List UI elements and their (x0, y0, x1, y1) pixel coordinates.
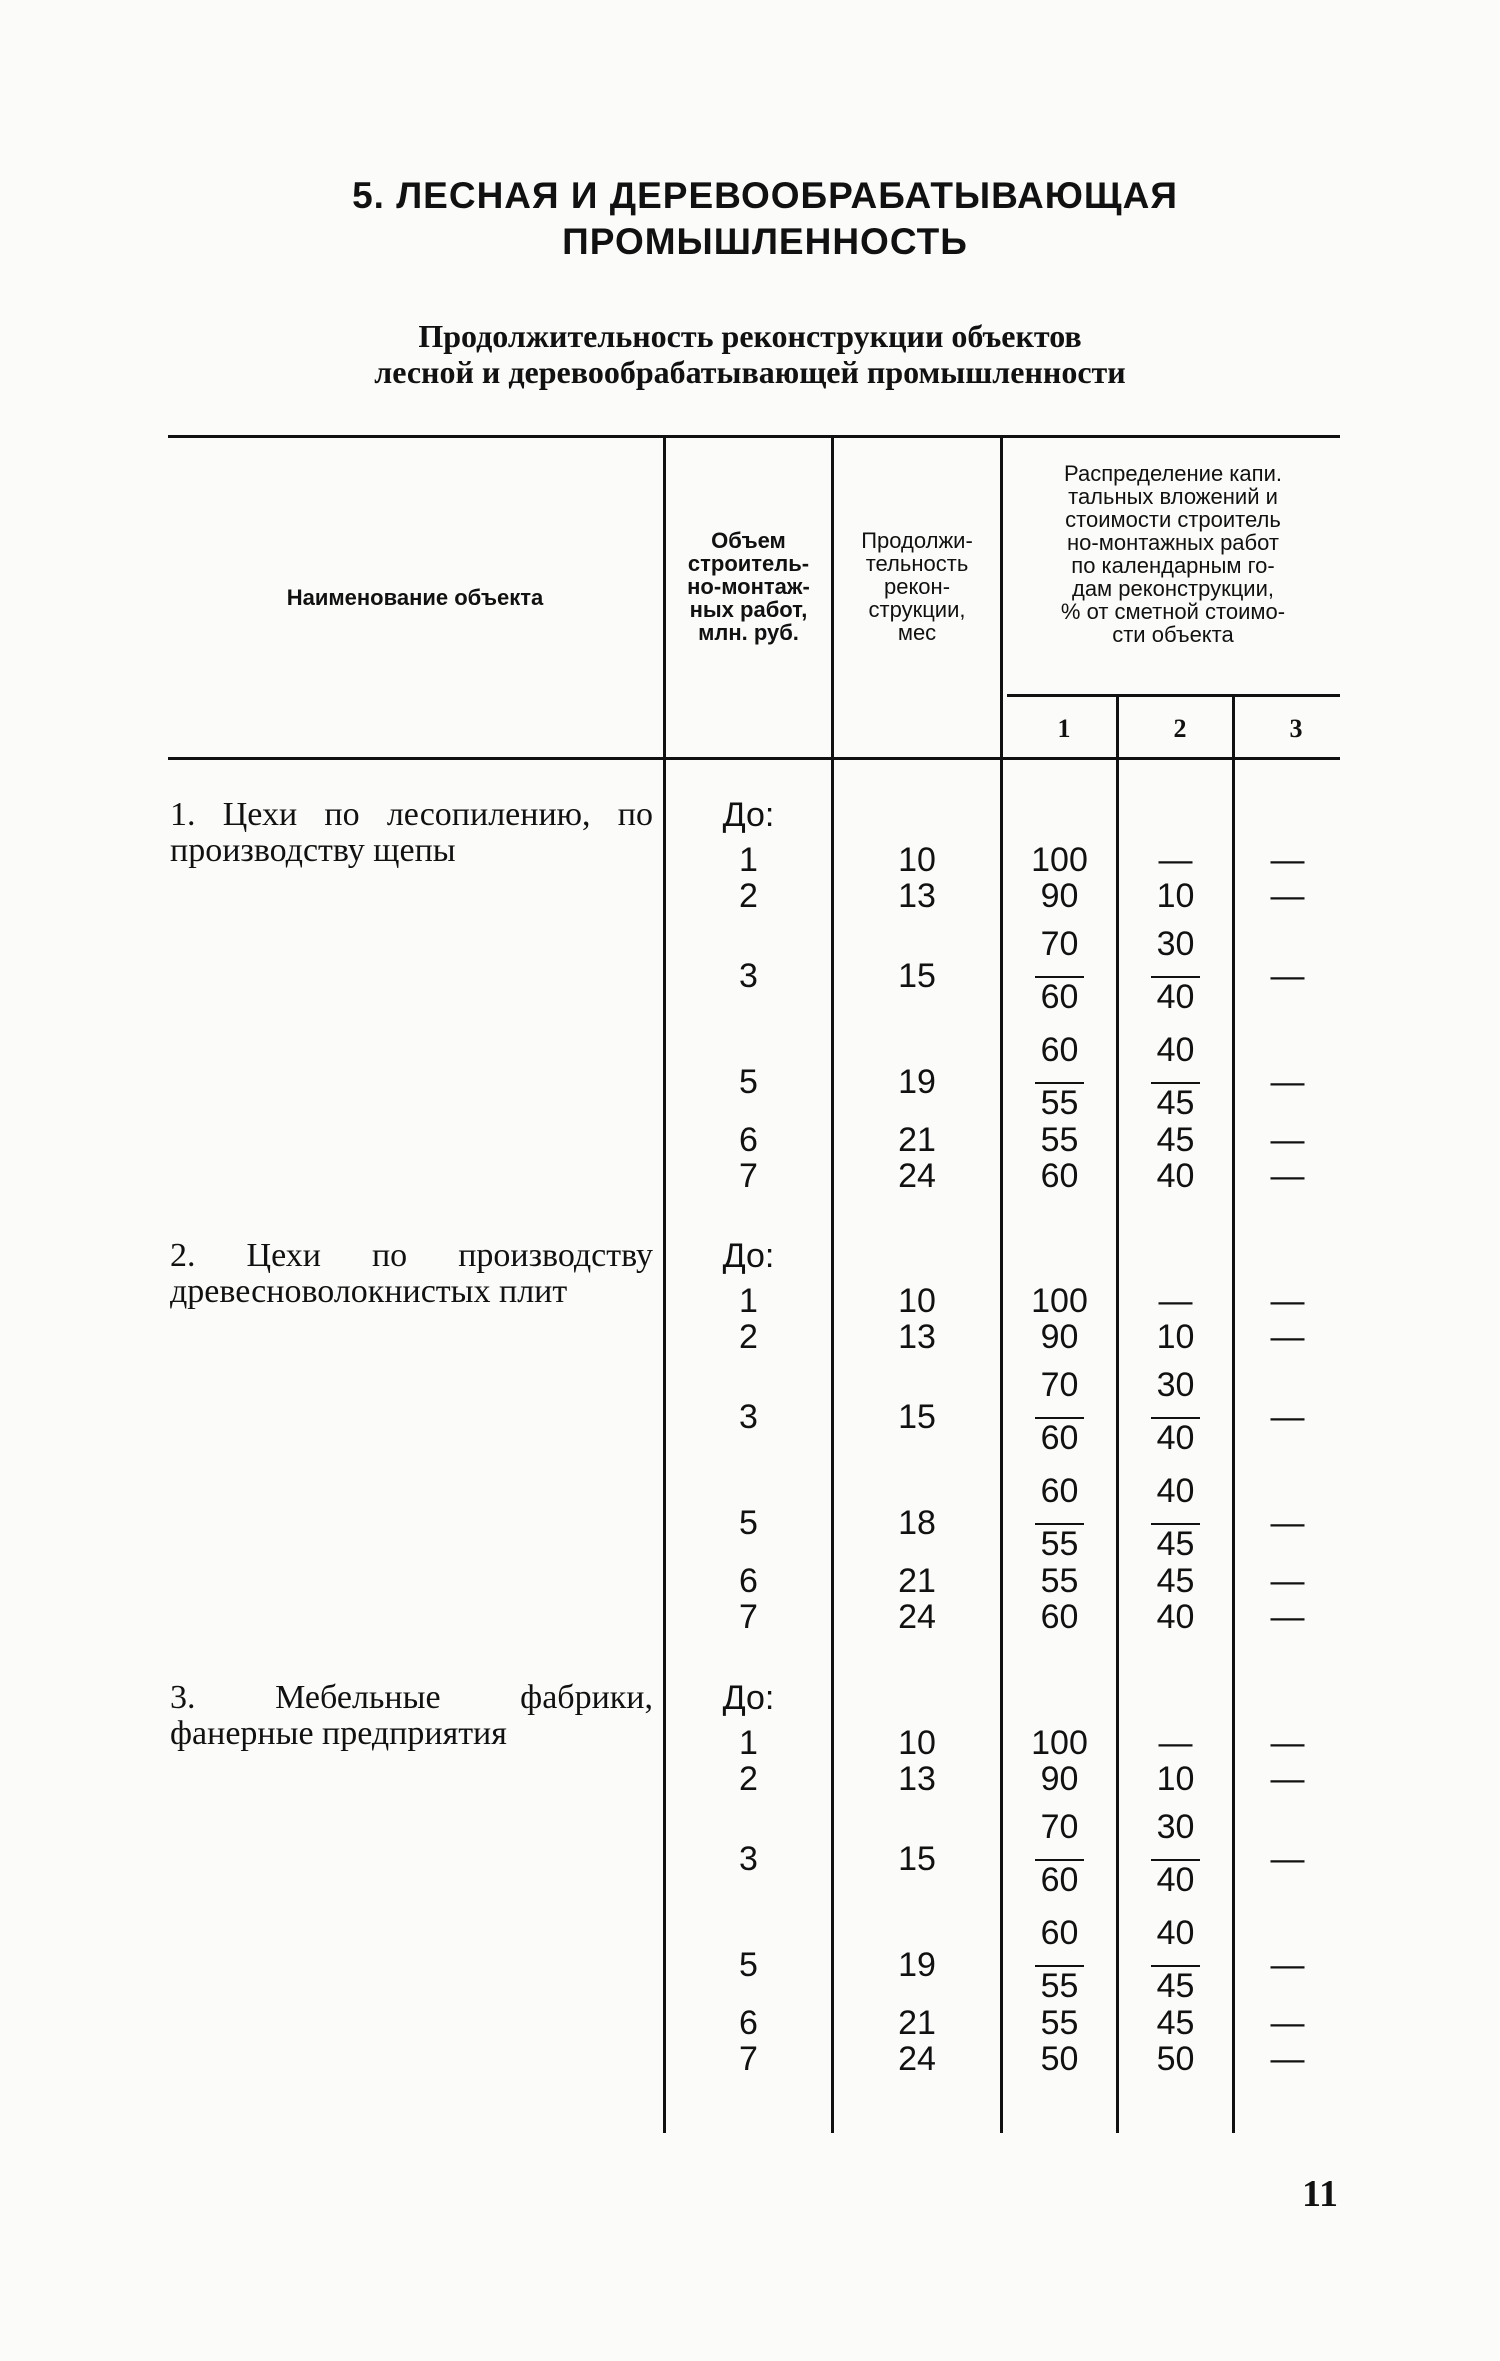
header-volume (666, 529, 831, 644)
duration-value: 19 (898, 1063, 936, 1101)
duration-value: 10 (898, 841, 936, 879)
volume-value: 6 (739, 2004, 758, 2042)
year1-fraction (1003, 1914, 1116, 2014)
year2-fraction-numerator: 40 (1156, 1472, 1195, 1510)
year3-value: — (1270, 1157, 1305, 1195)
header-year-1: 1 (1057, 714, 1071, 743)
header-duration (834, 529, 1000, 644)
year2-value: 10 (1156, 877, 1195, 915)
year2-value: 50 (1156, 2040, 1195, 2078)
year2-value: — (1158, 841, 1193, 879)
year2-fraction (1119, 1808, 1232, 1908)
header-duration-line: тельность (865, 551, 969, 576)
year2-value: 40 (1156, 1157, 1195, 1195)
year3-value: — (1270, 1121, 1305, 1159)
volume-value: 3 (739, 957, 758, 995)
duration-value: 21 (898, 1121, 936, 1159)
header-volume-line: строитель- (687, 551, 810, 576)
year1-fraction-numerator: 60 (1040, 1031, 1079, 1069)
year3-value: — (1270, 1318, 1305, 1356)
year2-value: 45 (1156, 1562, 1195, 1600)
page-title-line1: 5. ЛЕСНАЯ И ДЕРЕВООБРАБАТЫВАЮЩАЯ (352, 175, 1178, 216)
year1-fraction-denominator: 55 (1040, 1084, 1079, 1122)
year1-value: 55 (1040, 2004, 1079, 2042)
year2-value: 45 (1156, 1121, 1195, 1159)
years-rule (1007, 694, 1340, 697)
year1-value: 50 (1040, 2040, 1079, 2078)
year1-fraction (1003, 1472, 1116, 1572)
year1-fraction-denominator: 55 (1040, 1525, 1079, 1563)
volume-value: 3 (739, 1840, 758, 1878)
year2-fraction-denominator: 40 (1156, 1419, 1195, 1457)
year2-fraction-denominator: 45 (1156, 1525, 1195, 1563)
header-volume-line: ных работ, (689, 597, 808, 622)
table-caption-line1: Продолжительность реконструкции объектов (418, 318, 1082, 354)
header-object-name: Наименование объекта (286, 585, 544, 610)
year1-fraction (1003, 1366, 1116, 1466)
volume-value: 1 (739, 1282, 758, 1320)
year1-fraction-numerator: 70 (1040, 1366, 1079, 1404)
section-title: 1. Цехи по лесопилению, по производству щепы (170, 796, 653, 869)
year2-fraction-numerator: 30 (1156, 1808, 1195, 1846)
year2-fraction (1119, 1914, 1232, 2014)
header-volume-line: но-монтаж- (687, 574, 810, 599)
year1-value: 100 (1031, 1724, 1088, 1762)
year1-value: 55 (1040, 1121, 1079, 1159)
year2-fraction-numerator: 40 (1156, 1914, 1195, 1952)
duration-value: 10 (898, 1282, 936, 1320)
duration-value: 15 (898, 1398, 936, 1436)
year1-value: 55 (1040, 1562, 1079, 1600)
duration-value: 21 (898, 1562, 936, 1600)
year3-value: — (1270, 2004, 1305, 2042)
header-duration-line: рекон- (883, 574, 951, 599)
year1-fraction-numerator: 70 (1040, 1808, 1079, 1846)
year2-fraction-numerator: 30 (1156, 1366, 1195, 1404)
header-volume-line: Объем (711, 528, 786, 553)
page-title-line2: ПРОМЫШЛЕННОСТЬ (562, 221, 968, 262)
year1-fraction (1003, 1031, 1116, 1131)
volume-value: 5 (739, 1063, 758, 1101)
year2-fraction (1119, 1472, 1232, 1572)
volume-value: 7 (739, 1598, 758, 1636)
year3-value: — (1270, 1398, 1305, 1436)
year2-value: — (1158, 1282, 1193, 1320)
table-caption-line2: лесной и деревообрабатывающей промышленности (374, 354, 1126, 390)
year2-fraction-numerator: 30 (1156, 925, 1195, 963)
volume-value: 7 (739, 2040, 758, 2078)
year2-fraction (1119, 1366, 1232, 1466)
header-distribution-line: по календарным го- (1071, 553, 1275, 578)
year2-fraction-denominator: 40 (1156, 1861, 1195, 1899)
volume-value: 6 (739, 1121, 758, 1159)
year2-fraction-numerator: 40 (1156, 1031, 1195, 1069)
year3-value: — (1270, 1282, 1305, 1320)
duration-value: 24 (898, 1598, 936, 1636)
duration-value: 19 (898, 1946, 936, 1984)
year2-fraction-denominator: 40 (1156, 978, 1195, 1016)
year1-fraction-denominator: 60 (1040, 978, 1079, 1016)
volume-value: 2 (739, 1318, 758, 1356)
header-volume-line: млн. руб. (698, 620, 799, 645)
year2-value: 10 (1156, 1760, 1195, 1798)
duration-value: 10 (898, 1724, 936, 1762)
duration-value: 15 (898, 1840, 936, 1878)
year1-value: 100 (1031, 841, 1088, 879)
year1-value: 60 (1040, 1157, 1079, 1195)
year3-value: — (1270, 1946, 1305, 1984)
year1-fraction-denominator: 60 (1040, 1861, 1079, 1899)
year2-value: 10 (1156, 1318, 1195, 1356)
year1-fraction-denominator: 60 (1040, 1419, 1079, 1457)
year3-value: — (1270, 877, 1305, 915)
year3-value: — (1270, 957, 1305, 995)
year3-value: — (1270, 1724, 1305, 1762)
year1-value: 100 (1031, 1282, 1088, 1320)
volume-value: 2 (739, 877, 758, 915)
table-top-rule (168, 435, 1340, 438)
page-number: 11 (1302, 2173, 1338, 2215)
year2-fraction-denominator: 45 (1156, 1967, 1195, 2005)
year1-value: 90 (1040, 1318, 1079, 1356)
header-distribution-line: тальных вложений и (1068, 484, 1278, 509)
upto-label: До: (722, 1237, 775, 1275)
year1-fraction-numerator: 60 (1040, 1472, 1079, 1510)
upto-label: До: (722, 796, 775, 834)
year1-fraction-numerator: 70 (1040, 925, 1079, 963)
year2-fraction-denominator: 45 (1156, 1084, 1195, 1122)
volume-value: 1 (739, 1724, 758, 1762)
volume-value: 5 (739, 1946, 758, 1984)
header-distribution-line: стоимости строитель (1065, 507, 1281, 532)
duration-value: 24 (898, 1157, 936, 1195)
volume-value: 5 (739, 1504, 758, 1542)
header-duration-line: Продолжи- (861, 528, 973, 553)
year2-fraction (1119, 925, 1232, 1025)
volume-value: 6 (739, 1562, 758, 1600)
header-year-3: 3 (1289, 714, 1303, 743)
header-duration-line: мес (897, 620, 937, 645)
year1-fraction (1003, 1808, 1116, 1908)
year1-fraction-numerator: 60 (1040, 1914, 1079, 1952)
year3-value: — (1270, 2040, 1305, 2078)
year3-value: — (1270, 1562, 1305, 1600)
duration-value: 15 (898, 957, 936, 995)
section-title: 3. Мебельные фабрики, фанерные предприятия (170, 1679, 653, 1752)
section-title: 2. Цехи по производству древесноволокнистых плит (170, 1237, 653, 1310)
header-distribution-line: сти объекта (1112, 622, 1234, 647)
header-distribution-line: дам реконструкции, (1071, 576, 1275, 601)
year3-value: — (1270, 1760, 1305, 1798)
duration-value: 13 (898, 877, 936, 915)
volume-value: 7 (739, 1157, 758, 1195)
year3-value: — (1270, 1504, 1305, 1542)
header-distribution-line: % от сметной стоимо- (1060, 599, 1286, 624)
header-bottom-rule (168, 757, 1340, 760)
year2-value: 45 (1156, 2004, 1195, 2042)
year1-fraction-denominator: 55 (1040, 1967, 1079, 2005)
year2-value: 40 (1156, 1598, 1195, 1636)
header-distribution-line: но-монтажных работ (1067, 530, 1279, 555)
year3-value: — (1270, 1598, 1305, 1636)
duration-value: 13 (898, 1760, 936, 1798)
upto-label: До: (722, 1679, 775, 1717)
year3-value: — (1270, 841, 1305, 879)
year1-value: 90 (1040, 877, 1079, 915)
header-distribution-line: Распределение капи. (1064, 461, 1282, 486)
year2-fraction (1119, 1031, 1232, 1131)
volume-value: 2 (739, 1760, 758, 1798)
volume-value: 1 (739, 841, 758, 879)
year1-fraction (1003, 925, 1116, 1025)
year3-value: — (1270, 1063, 1305, 1101)
duration-value: 13 (898, 1318, 936, 1356)
year3-value: — (1270, 1840, 1305, 1878)
header-year-2: 2 (1173, 714, 1187, 743)
year1-value: 90 (1040, 1760, 1079, 1798)
year1-value: 60 (1040, 1598, 1079, 1636)
header-distribution (1010, 462, 1336, 646)
header-duration-line: струкции, (868, 597, 966, 622)
duration-value: 18 (898, 1504, 936, 1542)
year2-value: — (1158, 1724, 1193, 1762)
duration-value: 21 (898, 2004, 936, 2042)
duration-value: 24 (898, 2040, 936, 2078)
volume-value: 3 (739, 1398, 758, 1436)
